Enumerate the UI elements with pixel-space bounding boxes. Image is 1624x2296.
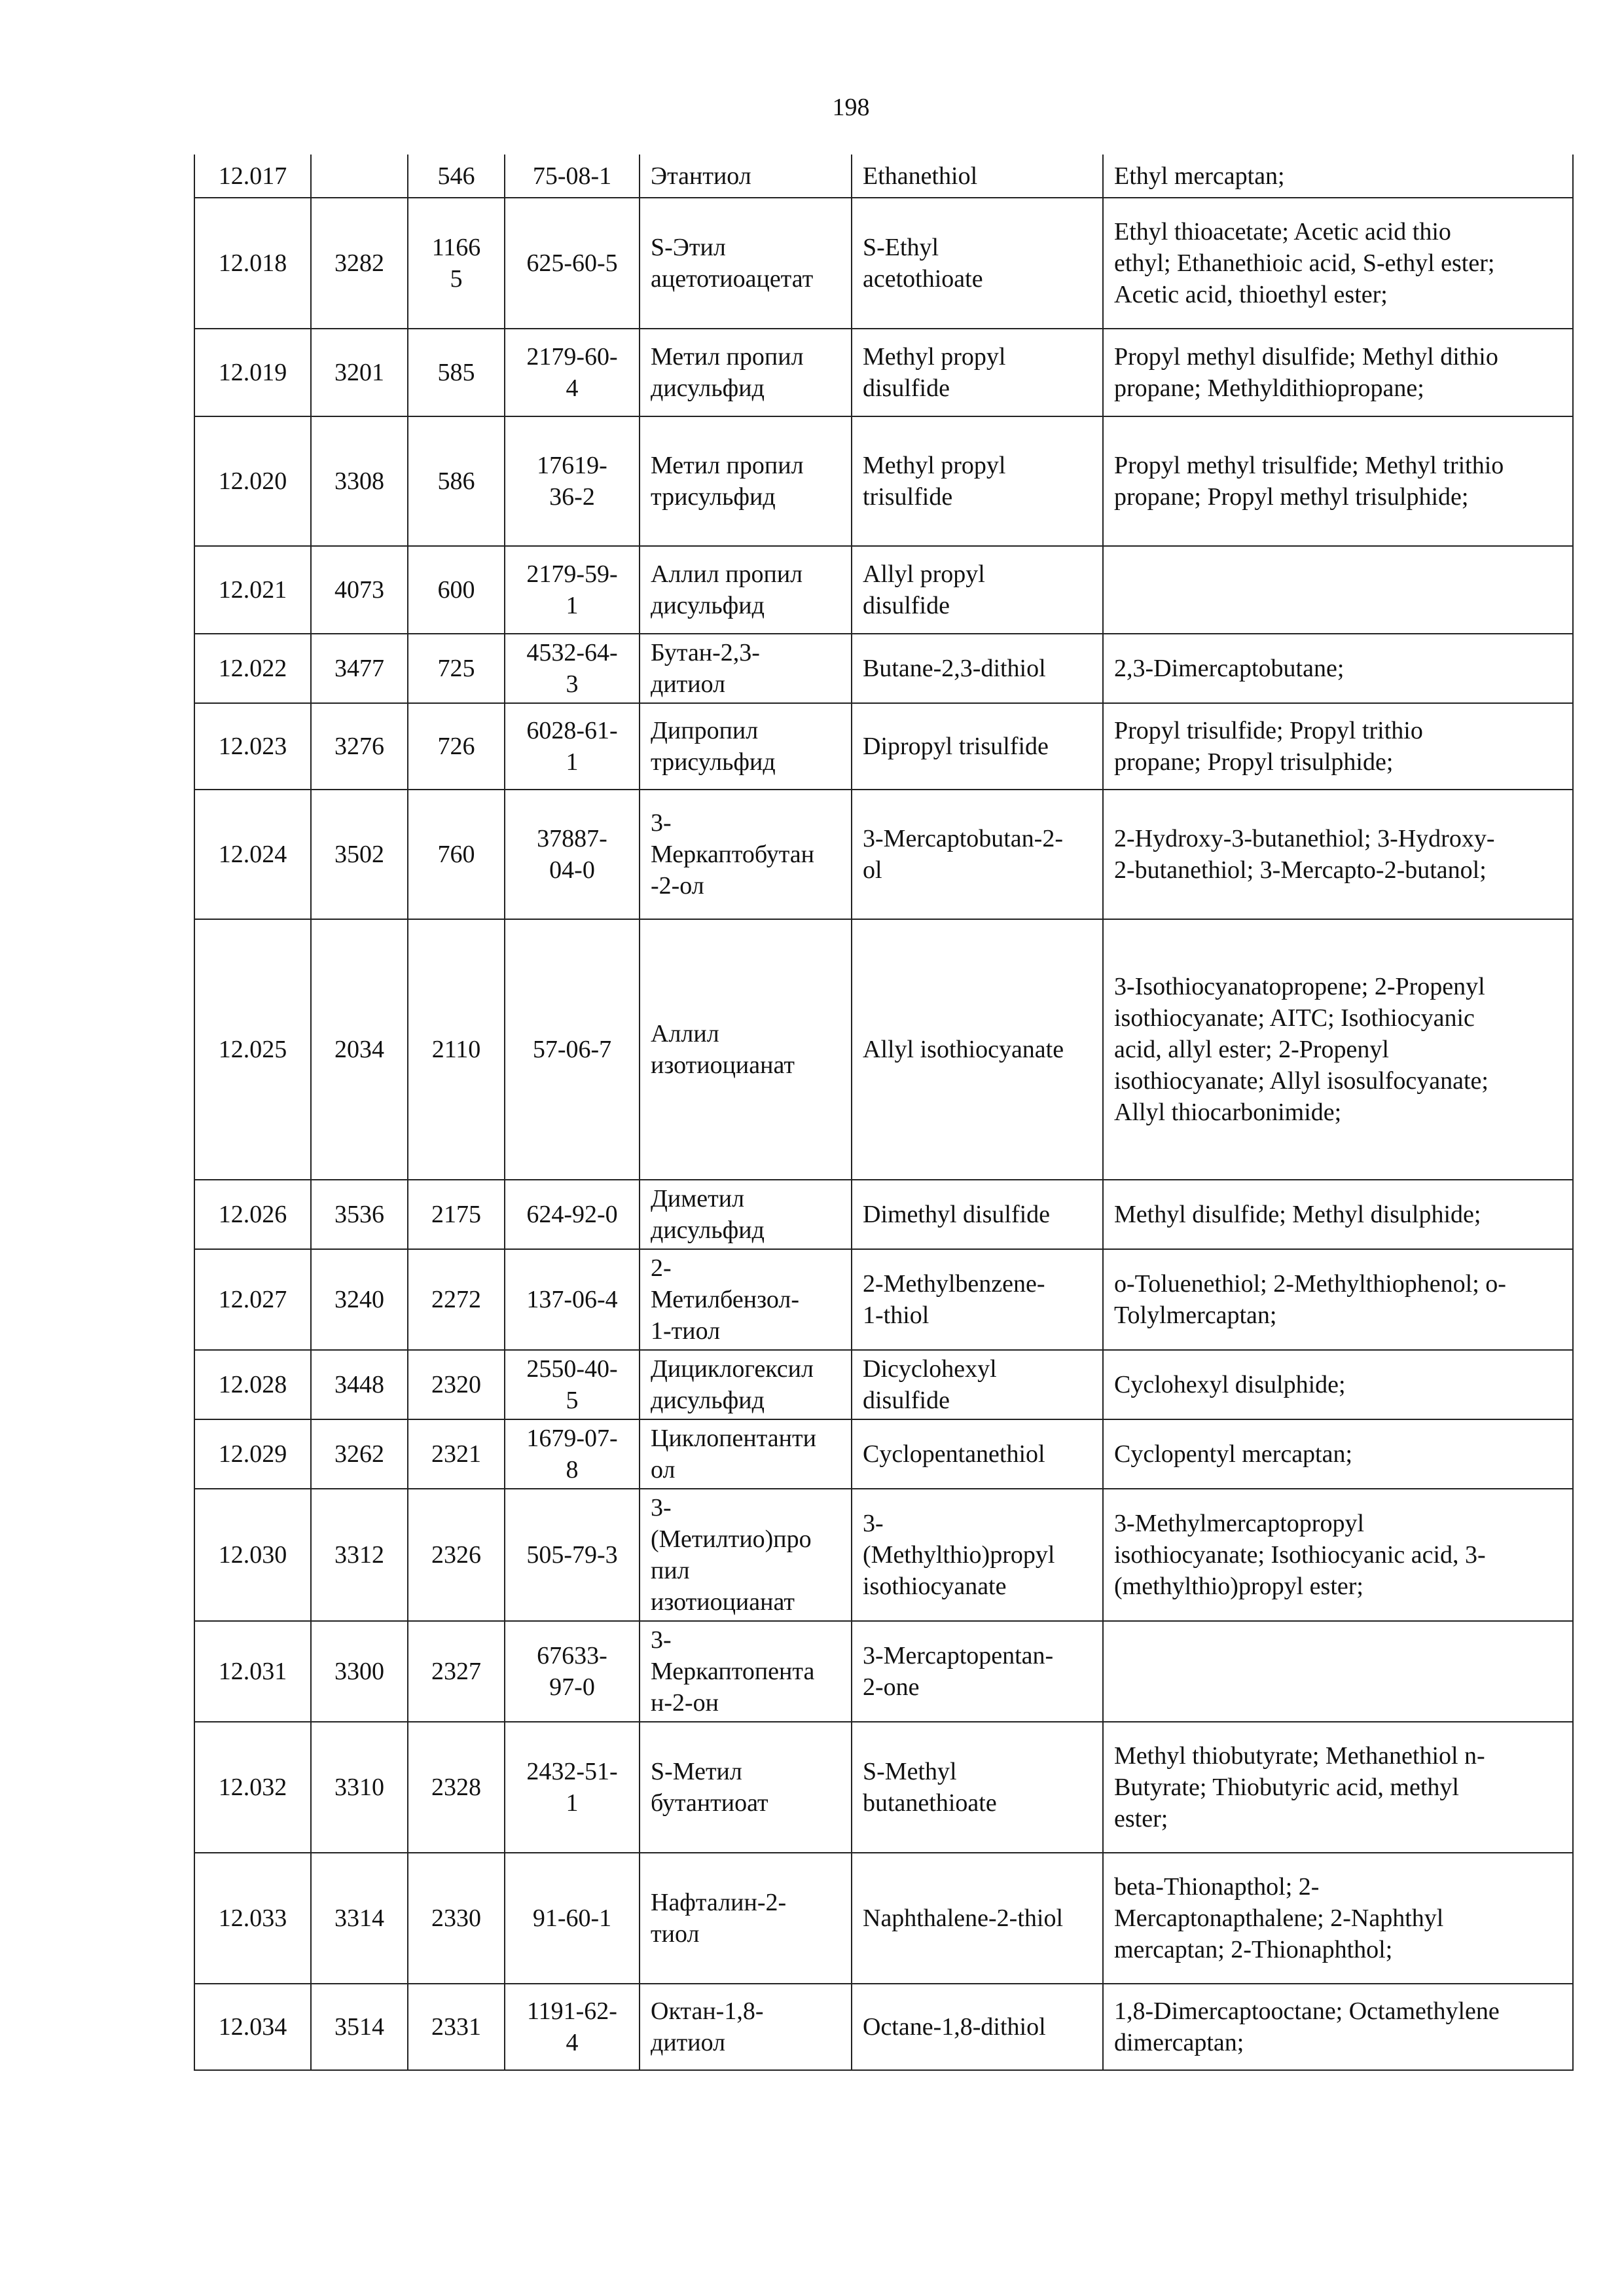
name-english-cell: Butane-2,3-dithiol <box>852 634 1103 703</box>
name-english-cell: 3-Mercaptobutan-2- ol <box>852 790 1103 919</box>
name-russian-cell: Метил пропил трисульфид <box>640 416 852 546</box>
cas-number-cell: 17619- 36-2 <box>505 416 640 546</box>
synonyms-cell: 2-Hydroxy-3-butanethiol; 3-Hydroxy- 2-butanethiol; 3-Mercapto-2-butanol; <box>1103 790 1573 919</box>
row-number-cell: 12.029 <box>194 1419 311 1489</box>
table-row <box>194 1249 1573 1350</box>
synonyms-cell: Cyclohexyl disulphide; <box>1103 1350 1573 1419</box>
name-russian-cell: Дициклогексил дисульфид <box>640 1350 852 1419</box>
synonyms-cell: Cyclopentyl mercaptan; <box>1103 1419 1573 1489</box>
jecfa-number-cell: 2175 <box>408 1180 505 1249</box>
name-russian-cell: 3- Меркаптобутан -2-ол <box>640 790 852 919</box>
synonyms-cell <box>1103 1621 1573 1722</box>
table-row <box>194 790 1573 919</box>
jecfa-number-cell: 2331 <box>408 1984 505 2070</box>
synonyms-cell: Propyl trisulfide; Propyl trithio propane; Propyl trisulphide; <box>1103 703 1573 790</box>
name-russian-cell: Диметил дисульфид <box>640 1180 852 1249</box>
cas-number-cell: 1191-62- 4 <box>505 1984 640 2070</box>
cas-number-cell: 4532-64- 3 <box>505 634 640 703</box>
fema-number-cell: 3300 <box>311 1621 408 1722</box>
jecfa-number-cell: 2327 <box>408 1621 505 1722</box>
name-english-cell: Dicyclohexyl disulfide <box>852 1350 1103 1419</box>
table-row <box>194 1621 1573 1722</box>
page-number: 198 <box>832 94 870 121</box>
fema-number-cell: 2034 <box>311 919 408 1180</box>
table-row <box>194 416 1573 546</box>
name-english-cell: Allyl isothiocyanate <box>852 919 1103 1180</box>
table-row <box>194 919 1573 1180</box>
synonyms-cell: o-Toluenethiol; 2-Methylthiophenol; o- Tolylmercaptan; <box>1103 1249 1573 1350</box>
cas-number-cell: 2179-60- 4 <box>505 329 640 416</box>
fema-number-cell: 3536 <box>311 1180 408 1249</box>
fema-number-cell: 3240 <box>311 1249 408 1350</box>
fema-number-cell: 4073 <box>311 546 408 634</box>
table-row <box>194 1984 1573 2070</box>
cas-number-cell: 75-08-1 <box>505 155 640 198</box>
jecfa-number-cell: 2321 <box>408 1419 505 1489</box>
name-russian-cell: Дипропил трисульфид <box>640 703 852 790</box>
row-number-cell: 12.031 <box>194 1621 311 1722</box>
cas-number-cell: 2179-59- 1 <box>505 546 640 634</box>
fema-number-cell: 3448 <box>311 1350 408 1419</box>
name-english-cell: Allyl propyl disulfide <box>852 546 1103 634</box>
name-russian-cell: Бутан-2,3- дитиол <box>640 634 852 703</box>
jecfa-number-cell: 726 <box>408 703 505 790</box>
table-row <box>194 703 1573 790</box>
row-number-cell: 12.028 <box>194 1350 311 1419</box>
cas-number-cell: 505-79-3 <box>505 1489 640 1621</box>
row-number-cell: 12.032 <box>194 1722 311 1853</box>
name-english-cell: Octane-1,8-dithiol <box>852 1984 1103 2070</box>
name-russian-cell: S-Этил ацетотиоацетат <box>640 198 852 329</box>
name-russian-cell: Этантиол <box>640 155 852 198</box>
cas-number-cell: 91-60-1 <box>505 1853 640 1984</box>
name-russian-cell: 3- Меркаптопента н-2-он <box>640 1621 852 1722</box>
row-number-cell: 12.027 <box>194 1249 311 1350</box>
fema-number-cell: 3314 <box>311 1853 408 1984</box>
synonyms-cell: beta-Thionapthol; 2- Mercaptonapthalene; 2-Naphthyl mercaptan; 2-Thionaphthol; <box>1103 1853 1573 1984</box>
cas-number-cell: 625-60-5 <box>505 198 640 329</box>
cas-number-cell: 6028-61- 1 <box>505 703 640 790</box>
fema-number-cell <box>311 155 408 198</box>
fema-number-cell: 3514 <box>311 1984 408 2070</box>
synonyms-cell: Ethyl thioacetate; Acetic acid thio ethyl; Ethanethioic acid, S-ethyl ester; Acetic acid, thioethyl ester; <box>1103 198 1573 329</box>
synonyms-cell: Methyl disulfide; Methyl disulphide; <box>1103 1180 1573 1249</box>
row-number-cell: 12.033 <box>194 1853 311 1984</box>
table-row <box>194 546 1573 634</box>
table-row <box>194 198 1573 329</box>
synonyms-cell: 2,3-Dimercaptobutane; <box>1103 634 1573 703</box>
row-number-cell: 12.018 <box>194 198 311 329</box>
table-row <box>194 1350 1573 1419</box>
name-english-cell: Naphthalene-2-thiol <box>852 1853 1103 1984</box>
row-number-cell: 12.021 <box>194 546 311 634</box>
row-number-cell: 12.019 <box>194 329 311 416</box>
name-russian-cell: Аллил пропил дисульфид <box>640 546 852 634</box>
fema-number-cell: 3477 <box>311 634 408 703</box>
name-english-cell: 2-Methylbenzene- 1-thiol <box>852 1249 1103 1350</box>
jecfa-number-cell: 2328 <box>408 1722 505 1853</box>
cas-number-cell: 37887- 04-0 <box>505 790 640 919</box>
table-row <box>194 329 1573 416</box>
row-number-cell: 12.017 <box>194 155 311 198</box>
row-number-cell: 12.026 <box>194 1180 311 1249</box>
name-russian-cell: 3- (Метилтио)про пил изотиоцианат <box>640 1489 852 1621</box>
synonyms-cell: 1,8-Dimercaptooctane; Octamethylene dimercaptan; <box>1103 1984 1573 2070</box>
cas-number-cell: 57-06-7 <box>505 919 640 1180</box>
name-russian-cell: Метил пропил дисульфид <box>640 329 852 416</box>
cas-number-cell: 67633- 97-0 <box>505 1621 640 1722</box>
row-number-cell: 12.030 <box>194 1489 311 1621</box>
row-number-cell: 12.022 <box>194 634 311 703</box>
name-russian-cell: Аллил изотиоцианат <box>640 919 852 1180</box>
name-russian-cell: S-Метил бутантиоат <box>640 1722 852 1853</box>
name-english-cell: Cyclopentanethiol <box>852 1419 1103 1489</box>
fema-number-cell: 3308 <box>311 416 408 546</box>
cas-number-cell: 624-92-0 <box>505 1180 640 1249</box>
cas-number-cell: 2432-51- 1 <box>505 1722 640 1853</box>
fema-number-cell: 3502 <box>311 790 408 919</box>
synonyms-cell: Propyl methyl disulfide; Methyl dithio propane; Methyldithiopropane; <box>1103 329 1573 416</box>
name-russian-cell: Нафталин-2- тиол <box>640 1853 852 1984</box>
table-row <box>194 155 1573 198</box>
row-number-cell: 12.020 <box>194 416 311 546</box>
fema-number-cell: 3276 <box>311 703 408 790</box>
synonyms-cell <box>1103 546 1573 634</box>
name-english-cell: S-Ethyl acetothioate <box>852 198 1103 329</box>
name-russian-cell: Циклопентанти ол <box>640 1419 852 1489</box>
cas-number-cell: 1679-07- 8 <box>505 1419 640 1489</box>
synonyms-cell: 3-Methylmercaptopropyl isothiocyanate; Isothiocyanic acid, 3- (methylthio)propyl ester; <box>1103 1489 1573 1621</box>
name-russian-cell: Октан-1,8- дитиол <box>640 1984 852 2070</box>
name-english-cell: S-Methyl butanethioate <box>852 1722 1103 1853</box>
fema-number-cell: 3282 <box>311 198 408 329</box>
fema-number-cell: 3201 <box>311 329 408 416</box>
jecfa-number-cell: 2330 <box>408 1853 505 1984</box>
name-english-cell: 3-Mercaptopentan- 2-one <box>852 1621 1103 1722</box>
jecfa-number-cell: 2272 <box>408 1249 505 1350</box>
synonyms-cell: Methyl thiobutyrate; Methanethiol n- Butyrate; Thiobutyric acid, methyl ester; <box>1103 1722 1573 1853</box>
row-number-cell: 12.024 <box>194 790 311 919</box>
flavouring-substances-table <box>194 155 1574 2071</box>
table-row <box>194 1180 1573 1249</box>
synonyms-cell: 3-Isothiocyanatopropene; 2-Propenyl isothiocyanate; AITC; Isothiocyanic acid, allyl ester; 2-Propenyl isothiocyanate; Allyl isosulfocyanate; Allyl thiocarbonimide; <box>1103 919 1573 1180</box>
name-english-cell: Methyl propyl trisulfide <box>852 416 1103 546</box>
jecfa-number-cell: 2110 <box>408 919 505 1180</box>
table-row <box>194 1419 1573 1489</box>
jecfa-number-cell: 725 <box>408 634 505 703</box>
fema-number-cell: 3310 <box>311 1722 408 1853</box>
fema-number-cell: 3312 <box>311 1489 408 1621</box>
jecfa-number-cell: 600 <box>408 546 505 634</box>
jecfa-number-cell: 546 <box>408 155 505 198</box>
name-english-cell: Dipropyl trisulfide <box>852 703 1103 790</box>
row-number-cell: 12.034 <box>194 1984 311 2070</box>
name-english-cell: Ethanethiol <box>852 155 1103 198</box>
jecfa-number-cell: 585 <box>408 329 505 416</box>
jecfa-number-cell: 1166 5 <box>408 198 505 329</box>
name-english-cell: Dimethyl disulfide <box>852 1180 1103 1249</box>
table-row <box>194 1722 1573 1853</box>
synonyms-cell: Propyl methyl trisulfide; Methyl trithio propane; Propyl methyl trisulphide; <box>1103 416 1573 546</box>
table-row <box>194 1853 1573 1984</box>
row-number-cell: 12.023 <box>194 703 311 790</box>
name-russian-cell: 2- Метилбензол- 1-тиол <box>640 1249 852 1350</box>
jecfa-number-cell: 760 <box>408 790 505 919</box>
synonyms-cell: Ethyl mercaptan; <box>1103 155 1573 198</box>
jecfa-number-cell: 2320 <box>408 1350 505 1419</box>
jecfa-number-cell: 586 <box>408 416 505 546</box>
cas-number-cell: 137-06-4 <box>505 1249 640 1350</box>
cas-number-cell: 2550-40- 5 <box>505 1350 640 1419</box>
row-number-cell: 12.025 <box>194 919 311 1180</box>
fema-number-cell: 3262 <box>311 1419 408 1489</box>
table-row <box>194 1489 1573 1621</box>
name-english-cell: Methyl propyl disulfide <box>852 329 1103 416</box>
table-row <box>194 634 1573 703</box>
jecfa-number-cell: 2326 <box>408 1489 505 1621</box>
name-english-cell: 3- (Methylthio)propyl isothiocyanate <box>852 1489 1103 1621</box>
